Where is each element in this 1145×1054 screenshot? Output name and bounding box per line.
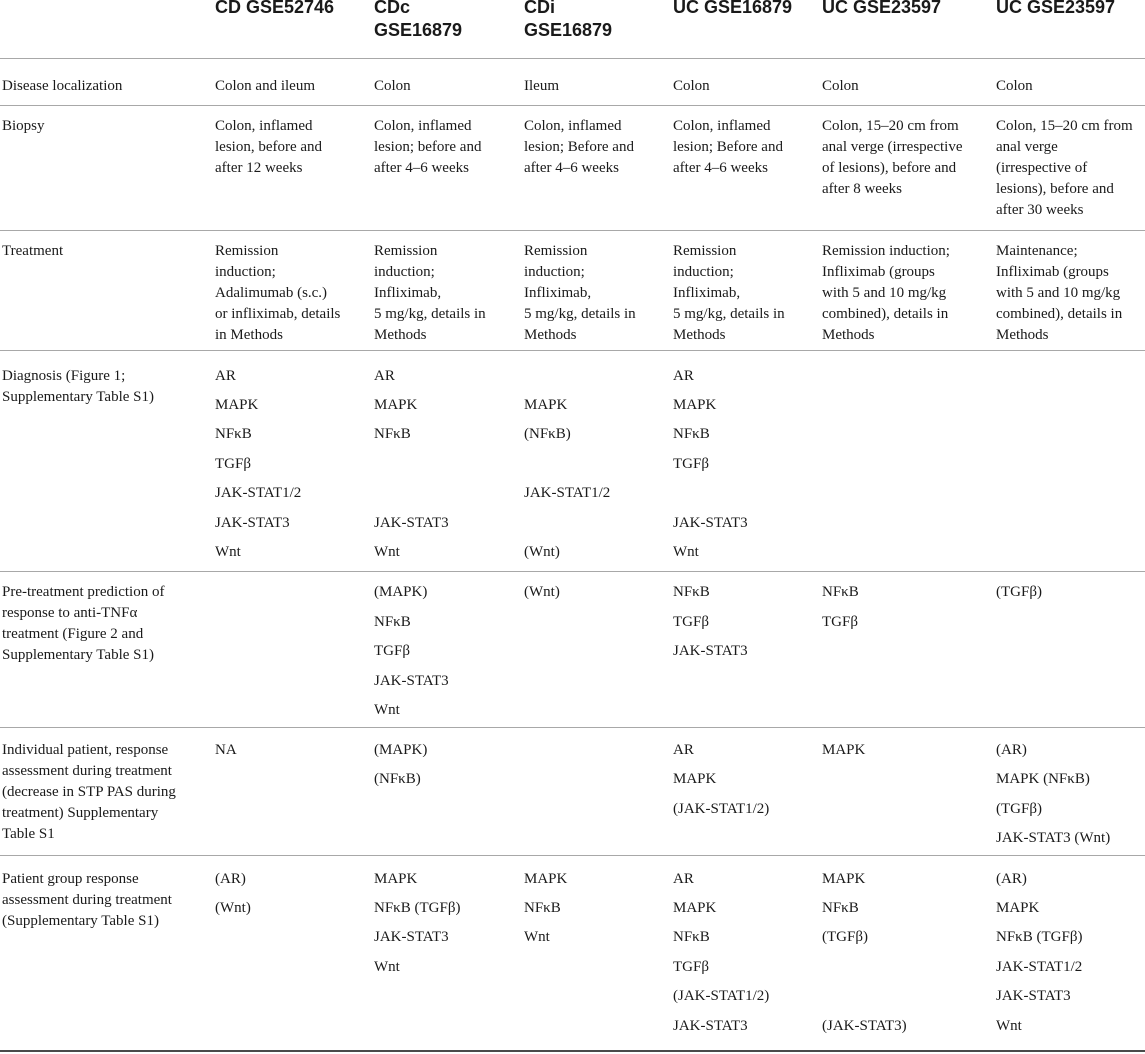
pathway-entry: (Wnt) (524, 544, 560, 560)
pathway-entry: Wnt (374, 544, 400, 560)
row-label-line: Individual patient, response (2, 742, 169, 758)
cell-line: Colon, inflamed (215, 118, 313, 134)
pathway-entry: Wnt (524, 929, 550, 945)
row-divider (0, 58, 1145, 59)
pathway-entry: NFκB (TGFβ) (374, 900, 461, 916)
pathway-entry: Wnt (996, 1018, 1022, 1034)
cell-line: Infliximab, (673, 285, 741, 301)
row-label-line: Table S1 (2, 826, 55, 842)
cell-line: Ileum (524, 78, 559, 94)
table-cell (822, 76, 859, 97)
row-label (2, 869, 172, 932)
pathway-entry: (AR) (996, 742, 1027, 758)
cell-line: induction; (215, 264, 276, 280)
cell-line: Colon (673, 78, 710, 94)
cell-line: Infliximab (groups (996, 264, 1109, 280)
row-divider (0, 350, 1145, 351)
pathway-entry: JAK-STAT3 (374, 673, 449, 689)
pathway-entry: (Wnt) (215, 900, 251, 916)
table-cell (215, 116, 322, 179)
row-label-line: Disease localization (2, 78, 123, 94)
pathway-entry: Wnt (374, 702, 400, 718)
cell-line: Colon (822, 78, 859, 94)
pathway-entry: NFκB (673, 426, 710, 442)
pathway-entry: TGFβ (673, 456, 709, 472)
pathway-entry: (MAPK) (374, 742, 428, 758)
pathway-entry: NFκB (673, 584, 710, 600)
table-cell (996, 116, 1133, 221)
row-label (2, 116, 45, 137)
pathway-entry: (TGFβ) (996, 801, 1042, 817)
table-cell (215, 76, 315, 97)
pathway-entry: NFκB (374, 426, 411, 442)
cell-line: Infliximab, (524, 285, 592, 301)
pathway-entry: TGFβ (673, 959, 709, 975)
row-label-line: Supplementary Table S1) (2, 647, 154, 663)
column-header-5: UC GSE23597 (822, 0, 942, 17)
pathway-entry: NFκB (673, 929, 710, 945)
row-divider (0, 855, 1145, 856)
column-header-2: GSE16879 (374, 20, 463, 40)
cell-line: lesions), before and (996, 181, 1114, 197)
table-cell (524, 116, 634, 179)
pathway-entry: JAK-STAT3 (215, 515, 290, 531)
cell-line: Colon, 15–20 cm from (822, 118, 959, 134)
cell-line: induction; (374, 264, 435, 280)
pathway-entry: MAPK (673, 397, 717, 413)
cell-line: Colon, inflamed (374, 118, 472, 134)
cell-line: 5 mg/kg, details in (673, 306, 785, 322)
row-label (2, 582, 164, 666)
cell-line: Remission (524, 243, 588, 259)
cell-line: after 12 weeks (215, 160, 303, 176)
pathway-entry: (NFκB) (374, 771, 421, 787)
pathway-entry: (TGFβ) (996, 584, 1042, 600)
pathway-entry: JAK-STAT3 (673, 643, 748, 659)
row-label-line: Pre-treatment prediction of (2, 584, 165, 600)
table-cell (524, 241, 636, 346)
table-cell (374, 76, 411, 97)
pathway-entry: TGFβ (374, 643, 410, 659)
pathway-entry: NFκB (822, 900, 859, 916)
cell-line: or infliximab, details (215, 306, 341, 322)
row-label-line: Supplementary Table S1) (2, 389, 154, 405)
cell-line: Colon, inflamed (524, 118, 622, 134)
pathway-entry: TGFβ (673, 614, 709, 630)
pathway-entry: MAPK (524, 871, 568, 887)
cell-line: Infliximab (groups (822, 264, 935, 280)
column-header-1: CD GSE52746 (215, 0, 335, 17)
column-header-3: GSE16879 (524, 20, 613, 40)
cell-line: Adalimumab (s.c.) (215, 285, 328, 301)
pathway-entry: NFκB (374, 614, 411, 630)
row-divider (0, 1050, 1145, 1052)
cell-line: 5 mg/kg, details in (374, 306, 486, 322)
pathway-entry: JAK-STAT1/2 (524, 485, 611, 501)
pathway-entry: JAK-STAT3 (996, 988, 1071, 1004)
pathway-entry: AR (374, 368, 395, 384)
table-cell (822, 241, 950, 346)
cell-line: combined), details in (996, 306, 1123, 322)
pathway-entry: JAK-STAT3 (673, 515, 748, 531)
table-cell (374, 241, 486, 346)
pathway-entry: TGFβ (822, 614, 858, 630)
pathway-entry: JAK-STAT3 (374, 515, 449, 531)
cell-line: lesion; Before and (524, 139, 634, 155)
table-cell (996, 241, 1122, 346)
cell-line: anal verge (irrespective (822, 139, 963, 155)
pathway-entry: (MAPK) (374, 584, 428, 600)
cell-line: Colon and ileum (215, 78, 315, 94)
pathway-entry: JAK-STAT1/2 (996, 959, 1083, 975)
row-divider (0, 727, 1145, 728)
column-header-6: UC GSE23597 (996, 0, 1116, 17)
cell-line: Remission (215, 243, 279, 259)
cell-line: of lesions), before and (822, 160, 957, 176)
row-label (2, 76, 122, 97)
table-cell (215, 241, 340, 346)
pathway-entry: MAPK (524, 397, 568, 413)
row-label-line: assessment during treatment (2, 763, 172, 779)
cell-line: lesion; Before and (673, 139, 783, 155)
table-cell (673, 76, 710, 97)
pathway-entry: TGFβ (215, 456, 251, 472)
pathway-entry: AR (673, 742, 694, 758)
cell-line: after 4–6 weeks (673, 160, 768, 176)
pathway-entry: MAPK (673, 771, 717, 787)
table-cell (822, 116, 962, 200)
pathway-entry: JAK-STAT1/2 (215, 485, 302, 501)
cell-line: Infliximab, (374, 285, 442, 301)
cell-line: Methods (524, 327, 577, 343)
cell-line: induction; (524, 264, 585, 280)
pathway-entry: NFκB (822, 584, 859, 600)
cell-line: combined), details in (822, 306, 949, 322)
cell-line: Remission (374, 243, 438, 259)
cell-line: in Methods (215, 327, 283, 343)
row-label-line: treatment (Figure 2 and (2, 626, 144, 642)
cell-line: Methods (822, 327, 875, 343)
cell-line: (irrespective of (996, 160, 1088, 176)
pathway-entry: (TGFβ) (822, 929, 868, 945)
pathway-entry: Wnt (215, 544, 241, 560)
row-label-line: Diagnosis (Figure 1; (2, 368, 126, 384)
pathway-entry: JAK-STAT3 (Wnt) (996, 830, 1111, 846)
cell-line: anal verge (996, 139, 1058, 155)
pathway-entry: Wnt (673, 544, 699, 560)
row-label (2, 366, 154, 408)
pathway-entry: NFκB (TGFβ) (996, 929, 1083, 945)
cell-line: Colon (996, 78, 1033, 94)
cell-line: after 4–6 weeks (374, 160, 469, 176)
pathway-entry: AR (673, 871, 694, 887)
pathway-entry: MAPK (374, 397, 418, 413)
cell-line: Methods (374, 327, 427, 343)
row-label (2, 241, 63, 262)
cell-line: Methods (996, 327, 1049, 343)
pathway-entry: (JAK-STAT1/2) (673, 801, 770, 817)
cell-line: Colon, 15–20 cm from (996, 118, 1133, 134)
cell-line: induction; (673, 264, 734, 280)
cell-line: Methods (673, 327, 726, 343)
cell-line: lesion; before and (374, 139, 482, 155)
column-header-2: CDc (374, 0, 411, 17)
pathway-entry: AR (673, 368, 694, 384)
cell-line: Remission induction; (822, 243, 950, 259)
pathway-entry: JAK-STAT3 (673, 1018, 748, 1034)
pathway-entry: MAPK (673, 900, 717, 916)
table-cell (524, 76, 559, 97)
pathway-entry: MAPK (822, 742, 866, 758)
pathway-entry: MAPK (NFκB) (996, 771, 1090, 787)
pathway-entry: (Wnt) (524, 584, 560, 600)
pathway-entry: (NFκB) (524, 426, 571, 442)
pathway-entry: NA (215, 742, 237, 758)
pathway-entry: Wnt (374, 959, 400, 975)
cell-line: 5 mg/kg, details in (524, 306, 636, 322)
pathway-entry: MAPK (822, 871, 866, 887)
pathway-entry: (JAK-STAT3) (822, 1018, 907, 1034)
row-label-line: assessment during treatment (2, 892, 172, 908)
pathway-entry: AR (215, 368, 236, 384)
cell-line: Colon, inflamed (673, 118, 771, 134)
pathway-entry: MAPK (215, 397, 259, 413)
cell-line: Maintenance; (996, 243, 1078, 259)
table-cell (673, 116, 783, 179)
pathway-entry: MAPK (374, 871, 418, 887)
pathway-entry: (AR) (215, 871, 246, 887)
row-divider (0, 571, 1145, 572)
pathway-entry: (JAK-STAT1/2) (673, 988, 770, 1004)
cell-line: Colon (374, 78, 411, 94)
row-divider (0, 105, 1145, 106)
row-label-line: Patient group response (2, 871, 139, 887)
pathway-entry: JAK-STAT3 (374, 929, 449, 945)
row-label-line: Biopsy (2, 118, 45, 134)
row-divider (0, 230, 1145, 231)
row-label-line: treatment) Supplementary (2, 805, 159, 821)
cell-line: after 4–6 weeks (524, 160, 619, 176)
row-label (2, 740, 176, 845)
column-header-4: UC GSE16879 (673, 0, 793, 17)
table-cell (996, 76, 1033, 97)
cell-line: with 5 and 10 mg/kg (996, 285, 1121, 301)
row-label-line: (decrease in STP PAS during (2, 784, 176, 800)
pathway-entry: NFκB (215, 426, 252, 442)
cell-line: with 5 and 10 mg/kg (822, 285, 947, 301)
table-cell (673, 241, 785, 346)
row-label-line: (Supplementary Table S1) (2, 913, 159, 929)
row-label-line: Treatment (2, 243, 64, 259)
pathway-entry: NFκB (524, 900, 561, 916)
column-header-3: CDi (524, 0, 555, 17)
cell-line: after 8 weeks (822, 181, 902, 197)
table-cell (374, 116, 481, 179)
cell-line: lesion, before and (215, 139, 323, 155)
pathway-entry: (AR) (996, 871, 1027, 887)
cell-line: Remission (673, 243, 737, 259)
row-label-line: response to anti-TNFα (2, 605, 138, 621)
pathway-entry: MAPK (996, 900, 1040, 916)
cell-line: after 30 weeks (996, 202, 1084, 218)
